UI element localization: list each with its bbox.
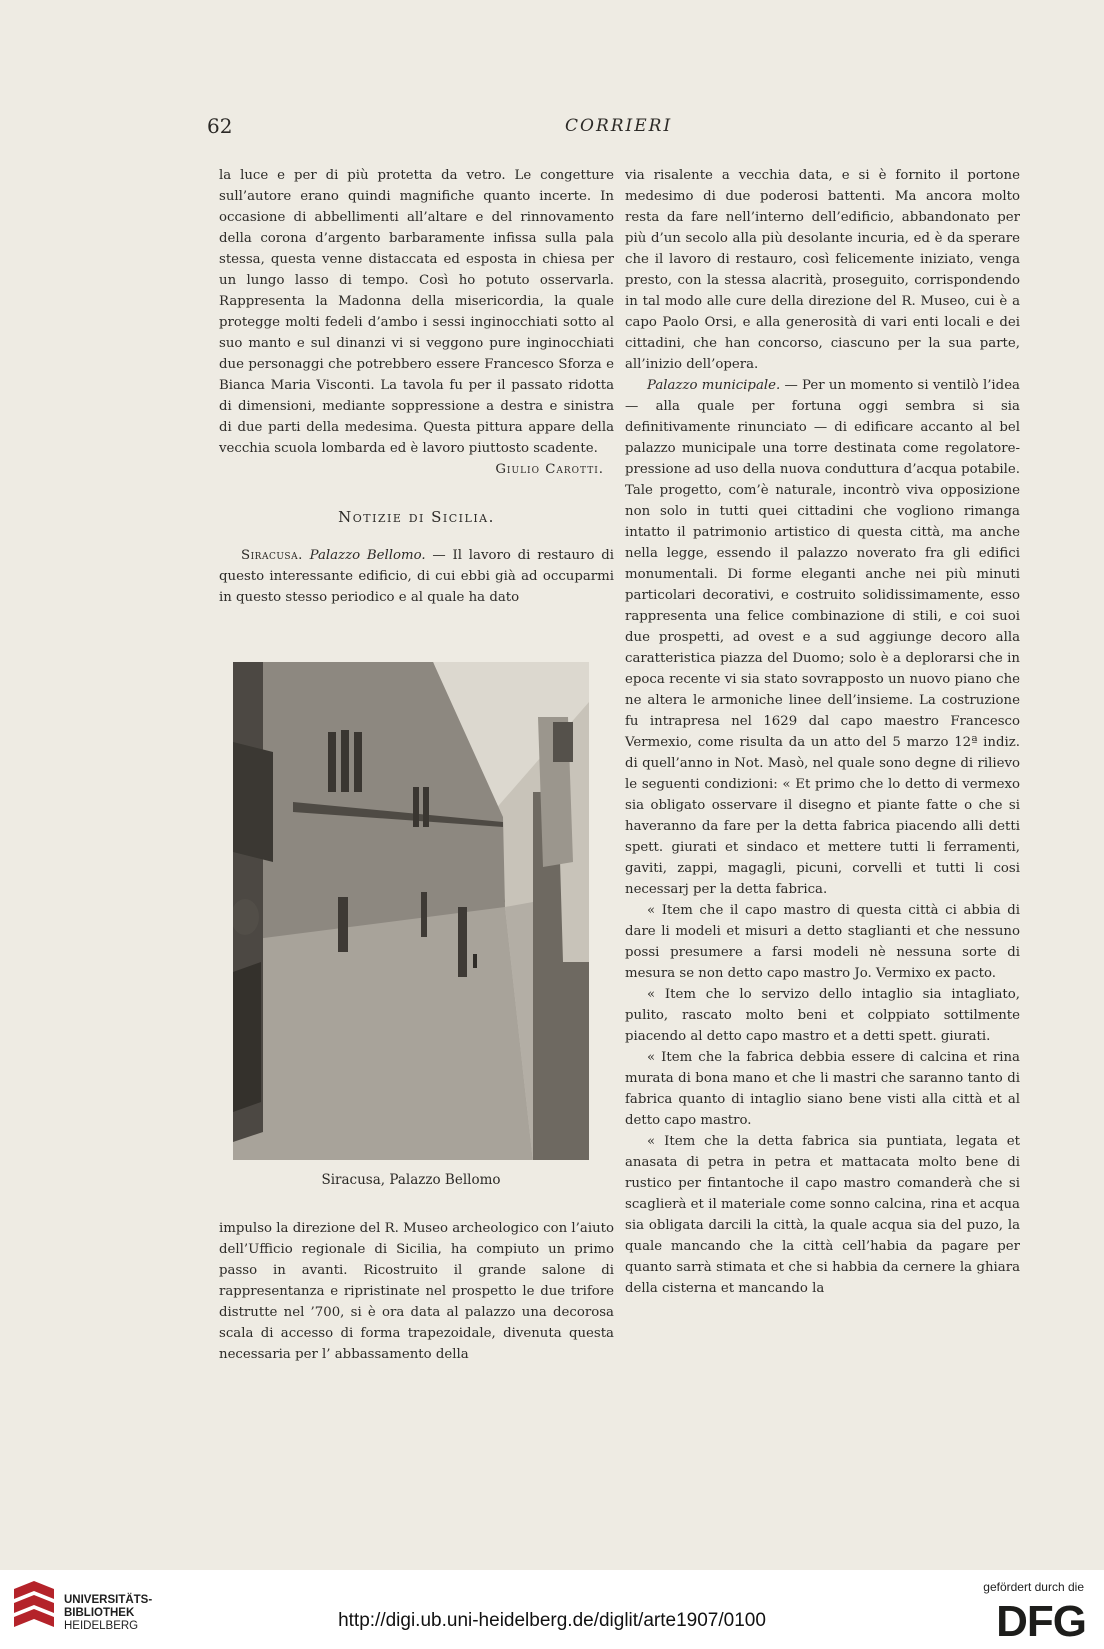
right-column	[625, 165, 1020, 1299]
institution-line: HEIDELBERG	[64, 1620, 139, 1632]
dfg-logo: DFG	[996, 1597, 1086, 1646]
article-subject: Palazzo Bellomo.	[309, 548, 426, 563]
institution-line: BIBLIOTHEK	[64, 1607, 135, 1619]
page-number: 62	[207, 114, 233, 138]
institution-line: UNIVERSITÄTS-	[64, 1594, 153, 1606]
article-subject: Palazzo municipale.	[647, 378, 781, 393]
left-column	[219, 165, 614, 608]
paragraph: via risalente a vecchia data, e si è fornito il portone medesimo di due poderosi battenti. Ma ancora molto resta da fare nell’interno dell’edificio, abbandonato per più d’un secolo alla più desolante incuria, ed è da sperare che il lavoro di restauro, così felicemente iniziato, venga presto, con la stessa alacrità, proseguito, corrispondendo in tal modo alle cure della direzione del R. Museo, cui è a capo Paolo Orsi, e alla generosità di vari enti locali e dei cittadini, che han concorso, ciascuno per la sua parte, all’inizio dell’opera.	[625, 168, 1020, 372]
footer-bar	[0, 1570, 1104, 1649]
paragraph: « Item che la detta fabrica sia puntiata, legata et anasata di petra in petra et mattacata molto bene di rustico per fintantoche il capo mastro comanderà che si scaglierà et il materiale come sonno calcina, rina et acqua sia obligata darcili la città, la quale acqua sia del puzo, la quale mancando che la città cell’habia da pagare per quanto sarrà stimata et che si habbia da cernere la ghiara della cisterna et mancando la	[625, 1134, 1020, 1296]
section-title: Notizie di Sicilia.	[338, 508, 495, 526]
place-name: Siracusa.	[241, 548, 303, 563]
paragraph-text: — Il lavoro di restauro di questo interessante edificio, di cui ebbi già ad occuparmi in questo stesso periodico e al quale ha dato	[219, 548, 614, 605]
paragraph: « Item che lo servizo dello intaglio sia intagliato, pulito, rascato molto beni et colppiato sottilmente piacendo al detto capo mastro et a detti spett. giurati.	[625, 987, 1020, 1044]
paragraph: la luce e per di più protetta da vetro. Le congetture sull’autore erano quindi magnifiche quanto incerte. In occasione di abbellimenti all’altare e del rinnovamento della corona d’argento barbaramente infissa sulla pala stessa, questa venne distaccata ed esposta in chiesa per un lungo lasso di tempo. Così ho potuto osservarla. Rappresenta la Madonna della misericordia, la quale protegge molti fedeli d’ambo i sessi inginocchiati sotto al suo manto e sul dinanzi vi si veggono pure inginocchiati due personaggi che potrebbero essere Francesco Sforza e Bianca Maria Visconti. La tavola fu per il passato ridotta di dimensioni, mediante soppressione a destra e sinistra di due parti della medesima. Questa pittura appare della vecchia scuola lombarda ed è lavoro piuttosto scadente.	[219, 168, 614, 456]
running-title: CORRIERI	[565, 116, 673, 136]
left-column-continuation	[219, 1218, 614, 1365]
paragraph	[219, 545, 614, 608]
funded-by-text: gefördert durch die	[983, 1580, 1084, 1594]
permalink-url[interactable]: http://digi.ub.uni-heidelberg.de/diglit/arte1907/0100	[338, 1610, 766, 1631]
figure-caption: Siracusa, Palazzo Bellomo	[321, 1172, 501, 1188]
author-signature: Giulio Carotti.	[495, 462, 604, 477]
photograph-palazzo-bellomo	[233, 662, 589, 1160]
paragraph: « Item che il capo mastro di questa città ci abbia di dare li modeli et misuri a detto staglianti et che nessuno possi presumere a farsi modeli nè nessuna sorte di mesura se non detto capo mastro Jo. Vermixo ex pacto.	[625, 903, 1020, 981]
paragraph: « Item che la fabrica debbia essere di calcina et rina murata di bona mano et che li mastri che saranno tanto di fabrica quanto di intaglio siano bene visti alla città et al detto capo mastro.	[625, 1050, 1020, 1128]
paragraph-text: — Per un momento si ventilò l’idea — alla quale per fortuna oggi sembra si sia definitivamente rinunciato — di edificare accanto al bel palazzo municipale una torre destinata come regolatore-pressione ad uso della nuova conduttura d’acqua potabile. Tale progetto, com’è naturale, incontrò viva opposizione non solo in tutti quei cittadini che vogliono rimanga intatto il patrimonio artistico di questa città, ma anche nella legge, essendo il palazzo noverato fra gli edifici monumentali. Di forme eleganti anche nei più minuti particolari decorativi, e costruito solidissimamente, esso rappresenta una felice combinazione di stili, e coi suoi due prospetti, ad ovest e a sud aggiunge decoro alla caratteristica piazza del Duomo; solo è a deplorarsi che in epoca recente vi sia stato sovrapposto un nuovo piano che ne altera le armoniche linee dell’insieme. La costruzione fu intrapresa nel 1629 dal capo maestro Francesco Vermexio, come risulta da un atto del 5 marzo 12ª indiz. di quell’anno in Not. Masò, nel quale sono degne di rilievo le seguenti condizioni: « Et primo che lo detto di vermexo sia obligato osservare il disegno et piante fatte o che si haveranno da fare per la detta fabrica piacendo alli detti spett. giurati et sindaco et mettere tutti li ferramenti, gaviti, zappi, magagli, picuni, corvelli et tutti li cosi necessarj per la detta fabrica.	[625, 378, 1020, 897]
paragraph: impulso la direzione del R. Museo archeologico con l’aiuto dell’Ufficio regionale di Sicilia, ha compiuto un primo passo in avanti. Ricostruito il grande salone di rappresentanza e ripristinate nel prospetto le due trifore distrutte nel ’700, si è ora data al palazzo una decorosa scala di accesso di forma trapezoidale, divenuta questa necessaria per l’ abbassamento della	[219, 1221, 614, 1362]
paragraph	[625, 375, 1020, 900]
